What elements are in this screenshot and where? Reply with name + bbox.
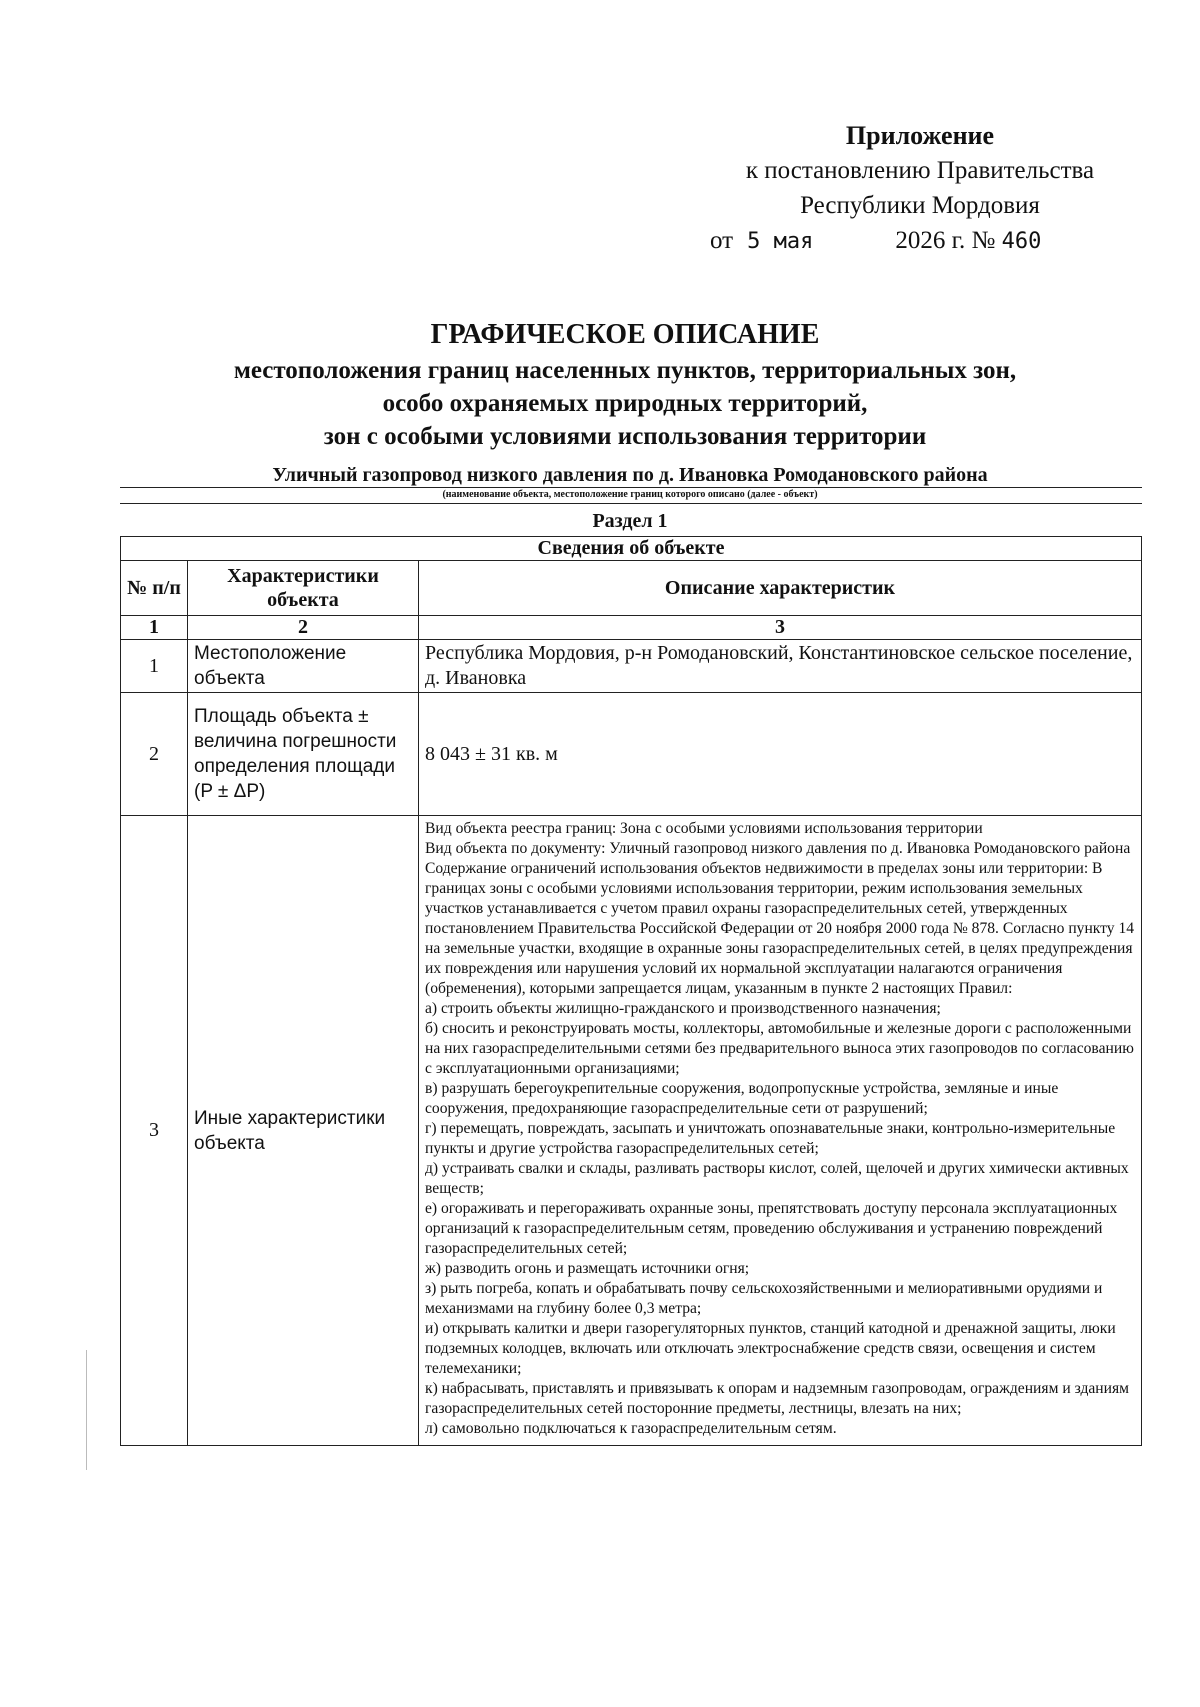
note-underline — [120, 503, 1142, 504]
colnum-2: 2 — [188, 616, 419, 640]
section-title: Раздел 1 — [592, 510, 668, 532]
header-char: Характеристики объекта — [188, 561, 419, 616]
heading-line1: местоположения границ населенных пунктов, территориальных зон, — [233, 357, 1017, 384]
row-num: 2 — [121, 693, 188, 816]
detail-line: д) устраивать свалки и склады, разливать растворы кислот, солей, щелочей и других химически активных веществ; — [425, 1160, 1129, 1197]
row-value: 8 043 ± 31 кв. м — [419, 693, 1142, 816]
row-num: 1 — [121, 640, 188, 693]
detail-line: Вид объекта реестра границ: Зона с особыми условиями использования территории — [425, 820, 983, 837]
header-num: № п/п — [121, 561, 188, 616]
detail-line: б) сносить и реконструировать мосты, коллекторы, автомобильные и железные дороги с расположенными на них газораспределительными сетями без предварительного выноса этих газопроводов по согласованию с эксплуатационными организациями; — [425, 1020, 1134, 1077]
heading-title: ГРАФИЧЕСКОЕ ОПИСАНИЕ — [430, 319, 820, 350]
appendix-line1: к постановлению Правительства — [745, 157, 1095, 184]
colnum-1: 1 — [121, 616, 188, 640]
row-name: Местоположение объекта — [188, 640, 419, 693]
detail-line: г) перемещать, повреждать, засыпать и уничтожать опознавательные знаки, контрольно-измерительные пункты и другие устройства газораспределительных сетей; — [425, 1120, 1116, 1157]
detail-line: ж) разводить огонь и размещать источники огня; — [425, 1260, 750, 1277]
document-heading — [110, 316, 1140, 453]
detail-line: к) набрасывать, приставлять и привязывать к опорам и надземным газопроводам, ограждениям и зданиям газораспределительных сетей посторонние предметы, лестницы, влезать на них; — [425, 1380, 1130, 1417]
heading-line3: зон с особыми условиями использования территории — [323, 423, 927, 450]
row-value: Республика Мордовия, р-н Ромодановский, Константиновское сельское поселение, д. Ивановка — [419, 640, 1142, 693]
detail-line: Содержание ограничений использования объектов недвижимости в пределах зоны или территории: В границах зоны с особыми условиями использования территории, режим использования земельных участков устанавливается с учетом правил охраны газораспределительных сетей, утвержденных постановлением Правительства Российской Федерации от 20 ноября 2000 года № 878. Согласно пункту 14 на земельные участки, входящие в охранные зоны газораспределительных сетей, в целях предупреждения их повреждения или нарушения условий их нормальной эксплуатации налагаются ограничения (обременения), которыми запрещается лицам, указанным в пункте 2 настоящих Правил: — [425, 860, 1135, 997]
colnum-3: 3 — [419, 616, 1142, 640]
detail-line: Вид объекта по документу: Уличный газопровод низкого давления по д. Ивановка Ромодановского района — [425, 840, 1131, 857]
detail-line: в) разрушать берегоукрепительные сооружения, водопропускные устройства, земляные и иные сооружения, предохраняющие газораспределительные сети от разрушений; — [425, 1080, 1059, 1117]
from-label: от — [710, 227, 734, 254]
scan-artifact-line — [86, 1350, 87, 1470]
year-label: 2026 г. № — [895, 227, 996, 254]
object-name-note: (наименование объекта, местоположение границ которого описано (далее - объект) — [442, 489, 818, 500]
appendix-title: Приложение — [845, 121, 995, 150]
row-name: Площадь объекта ± величина погрешности определения площади (P ± ΔP) — [188, 693, 419, 816]
object-info-table — [120, 536, 1142, 1446]
appendix-line2: Республики Мордовия — [800, 192, 1040, 219]
appendix-dateline — [700, 223, 1140, 259]
heading-line2: особо охраняемых природных территорий, — [382, 390, 868, 417]
object-underline — [120, 487, 1142, 488]
row-num: 3 — [121, 816, 188, 1446]
object-name: Уличный газопровод низкого давления по д. Ивановка Ромодановского района — [272, 464, 988, 486]
detail-line: и) открывать калитки и двери газорегуляторных пунктов, станций катодной и дренажной защиты, люки подземных колодцев, включать или отключать электроснабжение средств связи, освещения и систем телемеханики; — [425, 1320, 1116, 1377]
row-name: Иные характеристики объекта — [188, 816, 419, 1446]
table-row — [121, 640, 1142, 693]
appendix-block — [700, 118, 1140, 259]
detail-line: е) огораживать и перегораживать охранные зоны, препятствовать доступу персонала эксплуатационных организаций к газораспределительным сетям, проведению обслуживания и устранению повреждений газораспределительных сетей; — [425, 1200, 1118, 1257]
detail-line: л) самовольно подключаться к газораспределительным сетям. — [425, 1420, 837, 1437]
row-value-details — [419, 816, 1142, 1446]
table-row — [121, 693, 1142, 816]
table-row — [121, 816, 1142, 1446]
table-caption: Сведения об объекте — [121, 537, 1142, 561]
resolution-date: 5 мая — [747, 229, 814, 254]
header-desc: Описание характеристик — [419, 561, 1142, 616]
detail-line: з) рыть погреба, копать и обрабатывать почву сельскохозяйственными и мелиоративными орудиями и механизмами на глубину более 0,3 метра; — [425, 1280, 1103, 1317]
resolution-number: 460 — [1001, 229, 1042, 254]
detail-line: а) строить объекты жилищно-гражданского и производственного назначения; — [425, 1000, 941, 1017]
